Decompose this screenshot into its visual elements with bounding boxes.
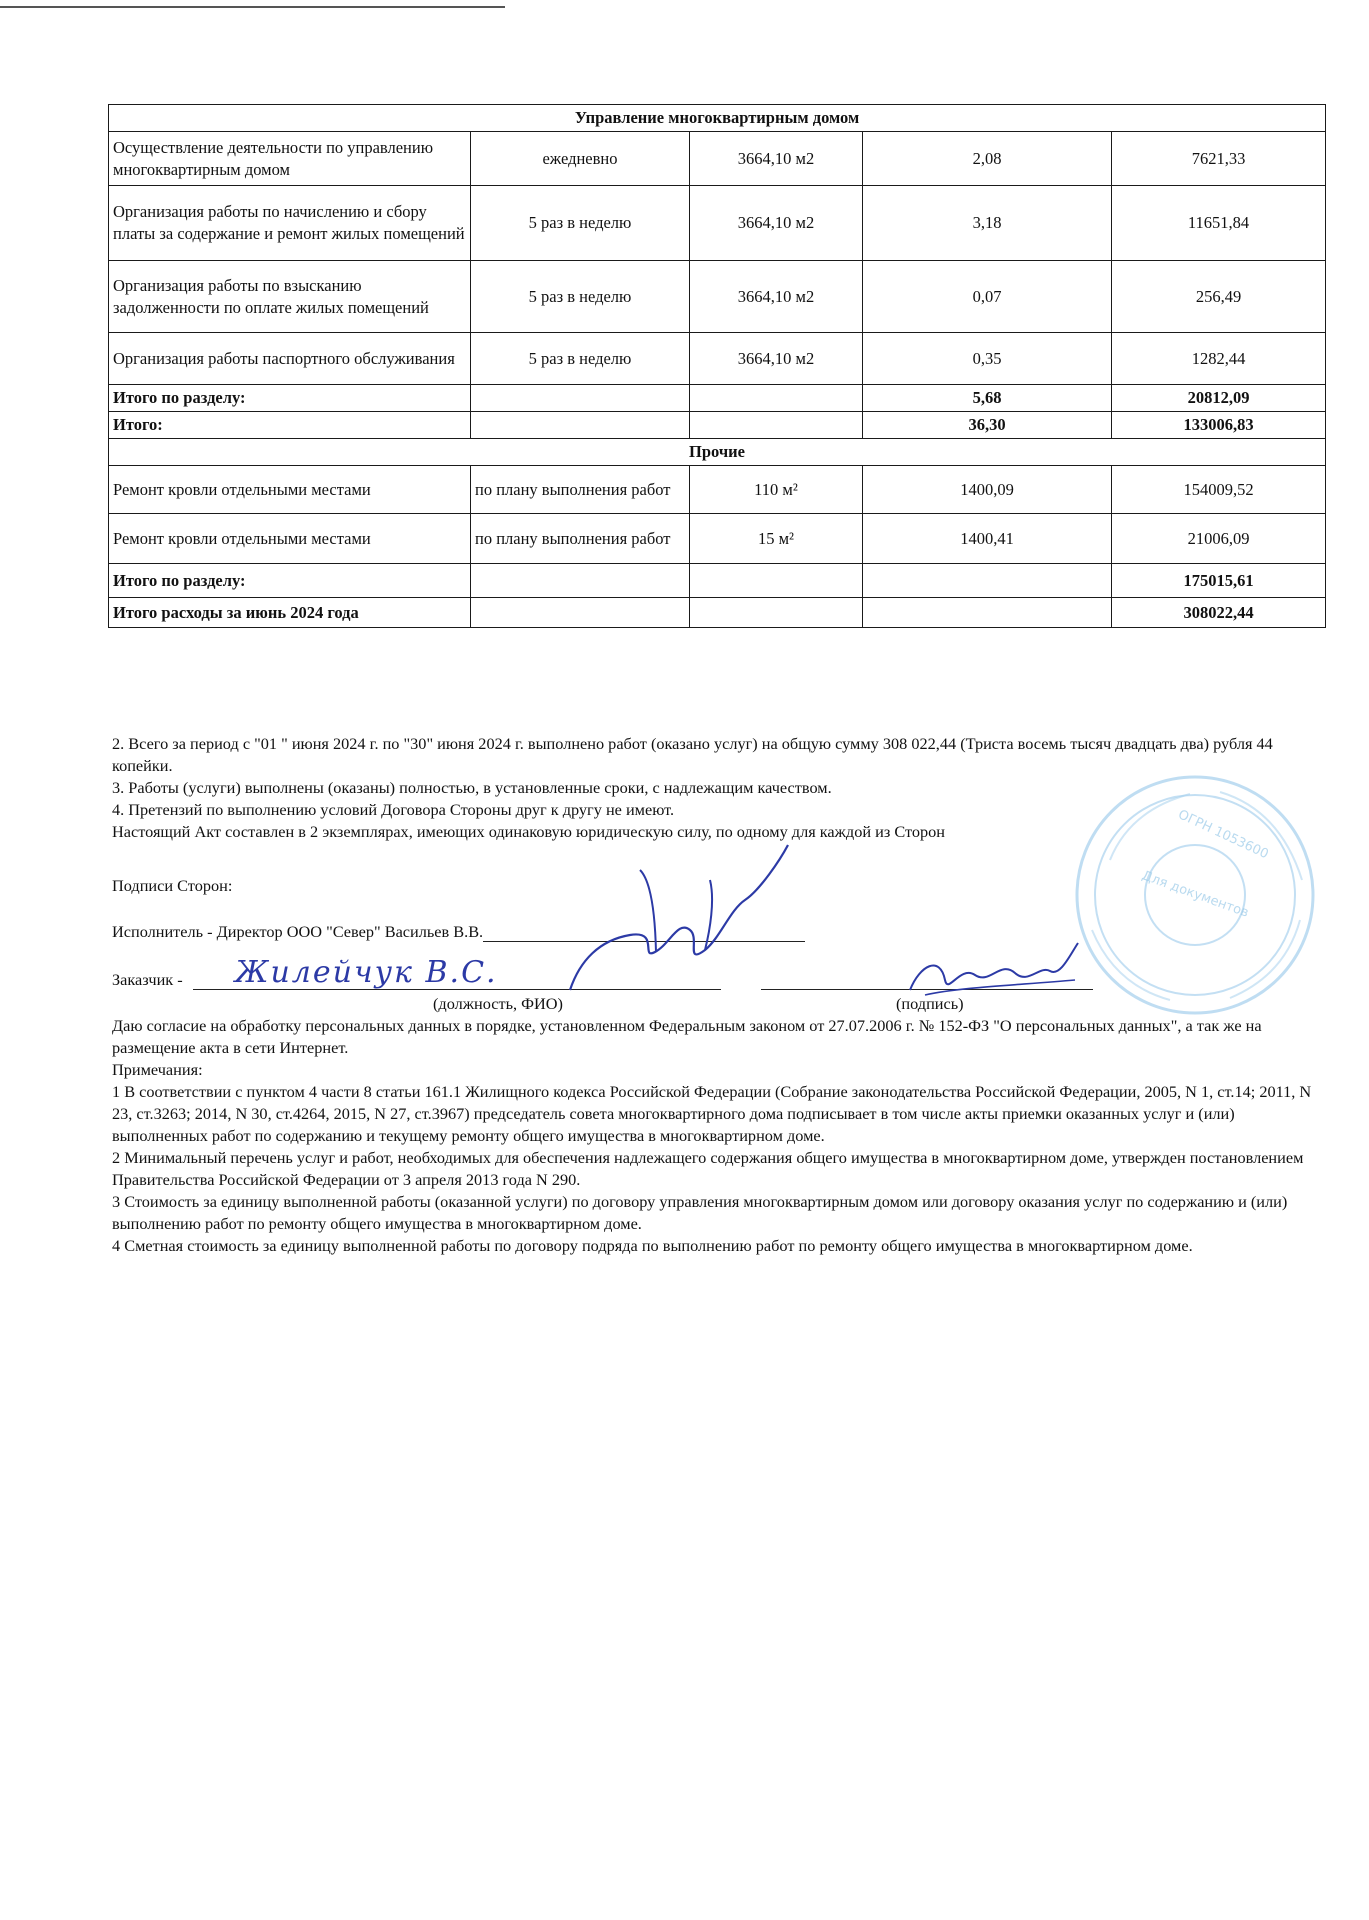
empty-cell xyxy=(863,598,1112,628)
note-item: 4 Сметная стоимость за единицу выполненной работы по договору подряда по выполнению работ по ремонту общего имущества в многоквартирном доме. xyxy=(112,1236,1193,1255)
subtotal-label: Итого по разделу: xyxy=(109,385,471,412)
row-rate: 3,18 xyxy=(863,186,1112,261)
table-row xyxy=(109,261,1326,333)
row-periodicity: по плану выполнения работ xyxy=(471,514,690,564)
empty-cell xyxy=(690,412,863,439)
row-cost: 154009,52 xyxy=(1112,466,1326,514)
empty-cell xyxy=(863,564,1112,598)
note-item: 3 Стоимость за единицу выполненной работы (оказанной услуги) по договору управления многоквартирным домом или договору оказания услуг по содержанию и (или) выполнению работ по ремонту общего имущества в многоквартирном доме. xyxy=(112,1192,1288,1233)
row-name: Ремонт кровли отдельными местами xyxy=(109,514,471,564)
consent-text: Даю согласие на обработку персональных данных в порядке, установленном Федеральным законом от 27.07.2006 г. № 152-ФЗ "О персональных данных", а так же на размещение акта в сети Интернет. xyxy=(112,1016,1262,1057)
grand-total-row xyxy=(109,598,1326,628)
row-name: Ремонт кровли отдельными местами xyxy=(109,466,471,514)
row-cost: 1282,44 xyxy=(1112,333,1326,385)
subtotal-label: Итого по разделу: xyxy=(109,564,471,598)
row-rate: 0,07 xyxy=(863,261,1112,333)
row-volume: 3664,10 м2 xyxy=(690,333,863,385)
signatures-heading: Подписи Сторон: xyxy=(112,876,233,895)
total-cost: 133006,83 xyxy=(1112,412,1326,439)
row-name: Организация работы по взысканию задолженности по оплате жилых помещений xyxy=(109,261,471,333)
act-table-wrapper xyxy=(108,104,1328,628)
row-cost: 256,49 xyxy=(1112,261,1326,333)
table-row xyxy=(109,186,1326,261)
row-volume: 3664,10 м2 xyxy=(690,261,863,333)
total-label: Итого: xyxy=(109,412,471,439)
customer-handwritten-name: Жилейчук В.С. xyxy=(234,955,498,990)
row-volume: 3664,10 м2 xyxy=(690,186,863,261)
row-periodicity: 5 раз в неделю xyxy=(471,333,690,385)
customer-label: Заказчик - xyxy=(112,970,183,989)
row-rate: 1400,41 xyxy=(863,514,1112,564)
notes-heading: Примечания: xyxy=(112,1060,203,1079)
row-name: Организация работы паспортного обслуживания xyxy=(109,333,471,385)
top-edge-line xyxy=(0,6,505,8)
row-periodicity: 5 раз в неделю xyxy=(471,186,690,261)
executor-signature xyxy=(560,840,790,1000)
empty-cell xyxy=(471,385,690,412)
subtotal-row xyxy=(109,385,1326,412)
row-rate: 1400,09 xyxy=(863,466,1112,514)
row-volume: 15 м² xyxy=(690,514,863,564)
row-volume: 3664,10 м2 xyxy=(690,132,863,186)
consent-and-notes xyxy=(112,1015,1332,1257)
paragraph-total-sum: 2. Всего за период с "01 " июня 2024 г. по "30" июня 2024 г. выполнено работ (оказано услуг) на общую сумму 308 022,44 (Триста восемь тысяч двадцать два) рубля 44 копейки. xyxy=(112,734,1273,775)
subtotal-cost: 20812,09 xyxy=(1112,385,1326,412)
paragraph-quality: 3. Работы (услуги) выполнены (оказаны) полностью, в установленные сроки, с надлежащим качеством. xyxy=(112,778,832,797)
row-name: Организация работы по начислению и сбору платы за содержание и ремонт жилых помещений xyxy=(109,186,471,261)
caption-signature: (подпись) xyxy=(896,994,964,1013)
table-row xyxy=(109,466,1326,514)
table-row xyxy=(109,333,1326,385)
empty-cell xyxy=(471,598,690,628)
row-rate: 2,08 xyxy=(863,132,1112,186)
empty-cell xyxy=(690,385,863,412)
services-table xyxy=(108,104,1326,628)
subtotal-row xyxy=(109,564,1326,598)
grand-total-label: Итого расходы за июнь 2024 года xyxy=(109,598,471,628)
row-periodicity: по плану выполнения работ xyxy=(471,466,690,514)
caption-position: (должность, ФИО) xyxy=(433,994,563,1013)
total-rate: 36,30 xyxy=(863,412,1112,439)
paragraph-copies: Настоящий Акт составлен в 2 экземплярах, имеющих одинаковую юридическую силу, по одному для каждой из Сторон xyxy=(112,822,946,841)
table-row xyxy=(109,132,1326,186)
grand-total-cost: 308022,44 xyxy=(1112,598,1326,628)
section-title-management: Управление многоквартирным домом xyxy=(109,105,1326,132)
row-cost: 21006,09 xyxy=(1112,514,1326,564)
row-periodicity: 5 раз в неделю xyxy=(471,261,690,333)
subtotal-rate: 5,68 xyxy=(863,385,1112,412)
empty-cell xyxy=(471,412,690,439)
row-rate: 0,35 xyxy=(863,333,1112,385)
section-title-other: Прочие xyxy=(109,439,1326,466)
row-name: Осуществление деятельности по управлению многоквартирным домом xyxy=(109,132,471,186)
table-row xyxy=(109,514,1326,564)
executor-label: Исполнитель - Директор ООО "Север" Васильев В.В. xyxy=(112,922,484,941)
row-cost: 7621,33 xyxy=(1112,132,1326,186)
row-cost: 11651,84 xyxy=(1112,186,1326,261)
empty-cell xyxy=(690,598,863,628)
note-item: 2 Минимальный перечень услуг и работ, необходимых для обеспечения надлежащего содержания общего имущества в многоквартирном доме, утвержден постановлением Правительства Российской Федерации от 3 апреля 2013 года N 290. xyxy=(112,1148,1304,1189)
empty-cell xyxy=(690,564,863,598)
row-periodicity: ежедневно xyxy=(471,132,690,186)
stamp-text-ogrn: ОГРН 1053600 xyxy=(1175,807,1271,863)
paragraph-no-claims: 4. Претензий по выполнению условий Договора Стороны друг к другу не имеют. xyxy=(112,800,675,819)
row-volume: 110 м² xyxy=(690,466,863,514)
empty-cell xyxy=(471,564,690,598)
stamp-text-center: Для документов xyxy=(1139,868,1251,921)
subtotal-cost: 175015,61 xyxy=(1112,564,1326,598)
total-row xyxy=(109,412,1326,439)
customer-signature xyxy=(900,935,1090,1005)
act-summary xyxy=(112,733,1332,843)
note-item: 1 В соответствии с пунктом 4 части 8 статьи 161.1 Жилищного кодекса Российской Федерации (Собрание законодательства Российской Федерации, 2005, N 1, ст.14; 2011, N 23, ст.3263; 2014, N 30, ст.4264, 2015, N 27, ст.3967) председатель совета многоквартирного дома подписывает в том числе акты приемки оказанных услуг и (или) выполненных работ по содержанию и текущему ремонту общего имущества в многоквартирном доме. xyxy=(112,1082,1312,1145)
